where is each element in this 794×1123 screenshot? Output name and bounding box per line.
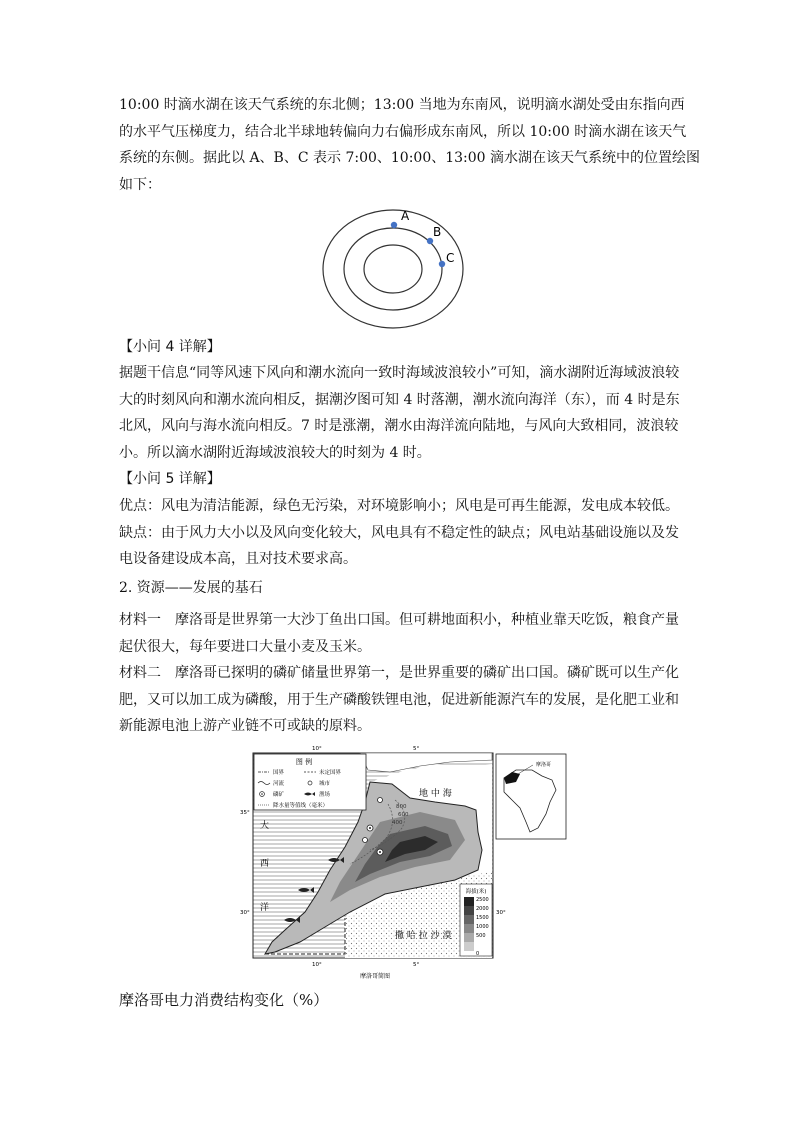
legend-item: 渔场 [319,792,331,798]
weather-system-figure [320,200,480,330]
elevation-label: 0 [476,951,480,957]
phosphate-icon-dot [261,793,263,795]
phosphate-icon-dot [369,827,371,829]
legend-item: 国界 [273,770,285,776]
lon-label: 5° [413,962,420,968]
lon-label: 5° [413,746,420,752]
legend-title: 图 例 [295,758,313,766]
lon-label: 10° [312,746,322,752]
elevation-title: 海拔(米) [465,889,487,895]
elevation-label: 1500 [476,915,489,921]
material-2 [119,660,679,740]
lat-label: 30° [240,910,250,916]
legend-item: 未定国界 [319,770,342,776]
elevation-swatch [464,906,474,915]
ocean-char: 大 [260,821,270,831]
lat-label: 30° [496,910,506,916]
phosphate-icon-dot [379,851,381,853]
city-icon [308,781,312,785]
elevation-label: 1000 [476,924,489,930]
inset-label: 摩洛哥 [536,762,552,768]
elevation-swatch [464,915,474,924]
text-line: 优点：风电为清洁能源，绿色无污染，对环境影响小；风电是可再生能源，发电成本较低。 [119,498,679,514]
label-a: A [401,209,410,223]
elevation-swatch [464,897,474,906]
point-c [439,261,445,267]
elevation-label: 2000 [476,906,489,912]
text-line: 北风，风向与海水流向相反。7 时是涨潮，潮水由海洋流向陆地，与风向大致相同，波浪较 [119,418,679,434]
desert-label: 撒 哈 拉 沙 漠 [395,931,452,941]
legend-item: 磷矿 [273,792,285,798]
text-line: 如下： [119,176,161,193]
map-legend [254,754,366,810]
legend-item: 降水量等值线（毫米） [273,803,329,809]
legend-item: 城市 [319,781,331,787]
paragraph-weather-system [119,92,701,198]
elevation-legend [460,884,492,957]
city-icon [363,838,368,843]
text-line: 系统的东侧。据此以 A、B、C 表示 7:00、10:00、13:00 滴水湖在该天气系统中的位置绘图 [119,150,701,166]
lon-label: 10° [312,962,322,968]
text-line: 起伏很大，每年要进口大量小麦及玉米。 [119,638,371,655]
q5-answer [119,493,679,573]
text-line: 大的时刻风向和潮水流向相反，据潮汐图可知 4 时落潮，潮水流向海洋（东），而 4 时是东 [119,391,680,408]
label-c: C [446,251,455,265]
elevation-swatch [464,942,474,951]
elevation-swatch [464,933,474,942]
lat-label: 35° [240,810,250,816]
text-line: 缺点：由于风力大小以及风向变化较大，风电具有不稳定性的缺点；风电站基础设施以及发 [119,524,679,541]
legend-item: 河流 [273,781,285,787]
text-line: 小。所以滴水湖附近海域波浪较大的时刻为 4 时。 [119,444,431,461]
ocean-char: 西 [260,859,270,869]
text-line: 材料一 摩洛哥是世界第一大沙丁鱼出口国。但可耕地面积小，种植业靠天吃饭，粮食产量 [119,612,679,628]
isohyet-label: 800 [396,804,407,810]
inner-circle [364,245,422,293]
text-line: 材料二 摩洛哥已探明的磷矿储量世界第一，是世界重要的磷矿出口国。磷矿既可以生产化 [119,665,679,681]
africa-inset [496,754,566,839]
elevation-swatch [464,924,474,933]
text-line: 的水平气压梯度力，结合北半球地转偏向力右偏形成东南风，所以 10:00 时滴水湖在该天气 [119,123,687,140]
city-icon [378,798,383,803]
q4-answer [119,360,679,466]
text-line: 新能源电池上游产业链不可或缺的原料。 [119,718,371,734]
q5-heading: 【小问 5 详解】 [119,471,221,487]
ocean-char: 洋 [260,903,270,913]
text-line: 10:00 时滴水湖在该天气系统的东北侧；13:00 当地为东南风，说明滴水湖处受由东指向西 [119,97,685,113]
elevation-label: 2500 [476,897,489,903]
section-2-title: 2. 资源——发展的基石 [119,580,263,596]
morocco-map [220,742,580,982]
label-b: B [433,225,442,239]
map-title: 摩洛哥简图 [360,973,391,980]
isohyet-label: 400 [392,820,403,826]
text-line: 肥，又可以加工成为磷酸，用于生产磷酸铁锂电池，促进新能源汽车的发展，是化肥工业和 [119,691,679,708]
isohyet-label: 600 [398,812,409,818]
elevation-label: 500 [476,933,486,939]
text-line: 据题干信息“同等风速下风向和潮水流向一致时海域波浪较小”可知，滴水湖附近海域波浪较 [119,365,680,381]
sea-label: 地 中 海 [419,789,452,799]
q4-heading: 【小问 4 详解】 [119,339,221,355]
point-a [391,222,397,228]
text-line: 电设备建设成本高，且对技术要求高。 [119,551,357,567]
next-chart-caption: 摩洛哥电力消费结构变化（%） [119,991,329,1009]
material-1 [119,607,679,660]
